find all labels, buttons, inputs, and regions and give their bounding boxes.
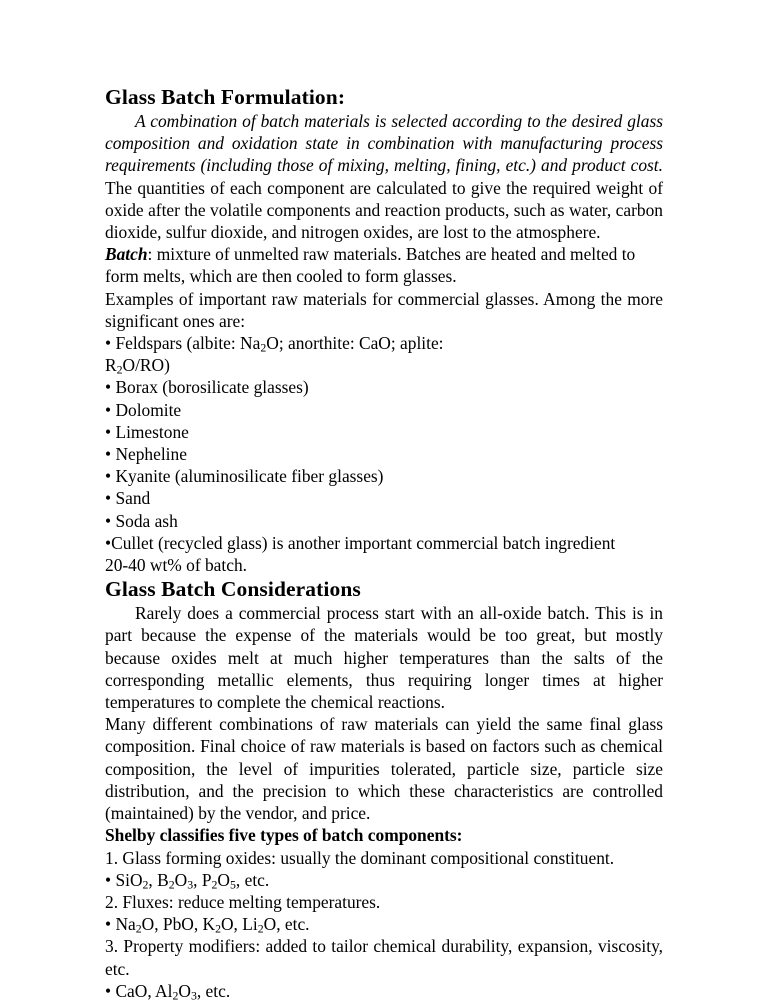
subscript: 2 [142, 877, 149, 892]
bullet-marker: • [105, 869, 116, 890]
subscript: 2 [211, 877, 218, 892]
subscript: 2 [257, 921, 264, 936]
formula-part: , P [193, 869, 212, 890]
list-item [105, 980, 663, 1002]
page-title: Glass Batch Formulation: [105, 85, 346, 109]
numbered-item-1: 1. Glass forming oxides: usually the dominant compositional constituent. [105, 847, 615, 868]
considerations-paragraph-2: Many different combinations of raw materials can yield the same final glass composition. Final choice of raw materials is based on factors such as chemical composition, the level of impurities tolerated, particle size, particle size distribution, and the precision to which these characteristics are controlled (maintained) by the vendor, and price. [105, 714, 663, 824]
list-item-text: Kyanite (aluminosilicate fiber glasses) [115, 466, 384, 487]
list-item [105, 913, 663, 935]
considerations-paragraph-1: Rarely does a commercial process start with an all-oxide batch. This is in part because the expense of the materials would be too great, but mostly because oxides melt at much higher temperatures than the salts of the corresponding metallic elements, thus requiring longer times at higher temperatures to complete the chemical reactions. [105, 603, 663, 713]
list-item-text: Dolomite [115, 399, 182, 420]
subscript: 2 [116, 362, 123, 377]
list-item-text: Sand [115, 488, 151, 509]
list-item [105, 421, 663, 443]
subscript: 2 [172, 988, 179, 1002]
bullet-marker: • [105, 421, 112, 442]
bullet-marker: • [105, 333, 112, 354]
list-item-text: Soda ash [115, 510, 178, 531]
formula-part: SiO [115, 869, 143, 890]
list-item [105, 399, 663, 421]
bullet-marker: • [105, 980, 116, 1001]
bullet-marker: • [105, 488, 112, 509]
intro-italic-text: A combination of batch materials is selected according to the desired glass composition and oxidation state in combination with manufacturing process requirements (including those of mixing, melting, fining, etc.) and product cost. [105, 111, 663, 176]
list-item [105, 354, 663, 376]
subscript: 3 [190, 988, 197, 1002]
bullet-marker: • [105, 914, 116, 935]
formula-part: O [178, 980, 191, 1001]
list-item [105, 443, 663, 465]
formula-part: O [217, 869, 230, 890]
formula-part: O [174, 869, 188, 890]
list-item-text: 20-40 wt% of batch. [105, 555, 247, 576]
formula-part: , etc. [196, 980, 231, 1001]
list-item [105, 465, 663, 487]
shelby-classification-heading: Shelby classifies five types of batch components: [105, 825, 463, 846]
formula-part: O, etc. [263, 914, 310, 935]
subscript: 3 [187, 877, 194, 892]
numbered-item-3: 3. Property modifiers: added to tailor chemical durability, expansion, viscosity, etc. [105, 936, 663, 979]
subscript: 2 [215, 921, 221, 936]
list-item [105, 487, 663, 509]
formula-part: O, PbO, K [141, 914, 216, 935]
bullet-marker: • [105, 377, 112, 398]
subscript: 2 [168, 877, 175, 892]
bullet-marker: • [105, 466, 112, 487]
list-item-text: Feldspars (albite: Na [115, 333, 261, 354]
list-item-text: Nepheline [115, 444, 187, 465]
batch-term: Batch [105, 244, 148, 265]
bullet-marker: • [105, 510, 112, 531]
bullet-marker: • [105, 532, 112, 553]
list-item-text: Borax (borosilicate glasses) [115, 377, 309, 398]
list-item [105, 376, 663, 398]
list-item [105, 510, 663, 532]
formula-part: CaO, Al [115, 980, 173, 1001]
list-item [105, 869, 663, 891]
list-item-text: Limestone [115, 421, 189, 442]
document-body [105, 84, 663, 1002]
examples-intro: Examples of important raw materials for commercial glasses. Among the more significant ones are: [105, 288, 663, 331]
formula-part: O, Li [221, 914, 258, 935]
batch-definition [105, 243, 663, 287]
formula-part: , etc. [235, 869, 270, 890]
list-item-text-cont: O/RO) [122, 355, 170, 376]
list-item [105, 332, 663, 354]
intro-paragraph [105, 110, 663, 243]
batch-definition-text: : mixture of unmelted raw materials. Batches are heated and melted to form melts, which are then cooled to form glasses. [105, 244, 636, 287]
list-item-text: R [105, 355, 117, 376]
list-item-text: Cullet (recycled glass) is another important commercial batch ingredient [111, 532, 616, 553]
bullet-marker: • [105, 444, 112, 465]
subscript: 2 [135, 921, 142, 936]
numbered-item-2: 2. Fluxes: reduce melting temperatures. [105, 891, 381, 912]
formula-part: Na [115, 914, 136, 935]
section-heading-considerations: Glass Batch Considerations [105, 577, 361, 602]
subscript: 2 [260, 340, 267, 355]
subscript: 5 [229, 877, 236, 892]
list-item-text-cont: O; anorthite: CaO; aplite: [266, 333, 444, 354]
list-item [105, 554, 663, 576]
formula-part: , B [148, 869, 169, 890]
bullet-marker: • [105, 399, 112, 420]
intro-roman-text: The quantities of each component are calculated to give the required weight of oxide after the volatile components and reaction products, such as water, carbon dioxide, sulfur dioxide, and nitrogen oxides, are lost to the atmosphere. [105, 177, 663, 243]
list-item [105, 532, 663, 554]
